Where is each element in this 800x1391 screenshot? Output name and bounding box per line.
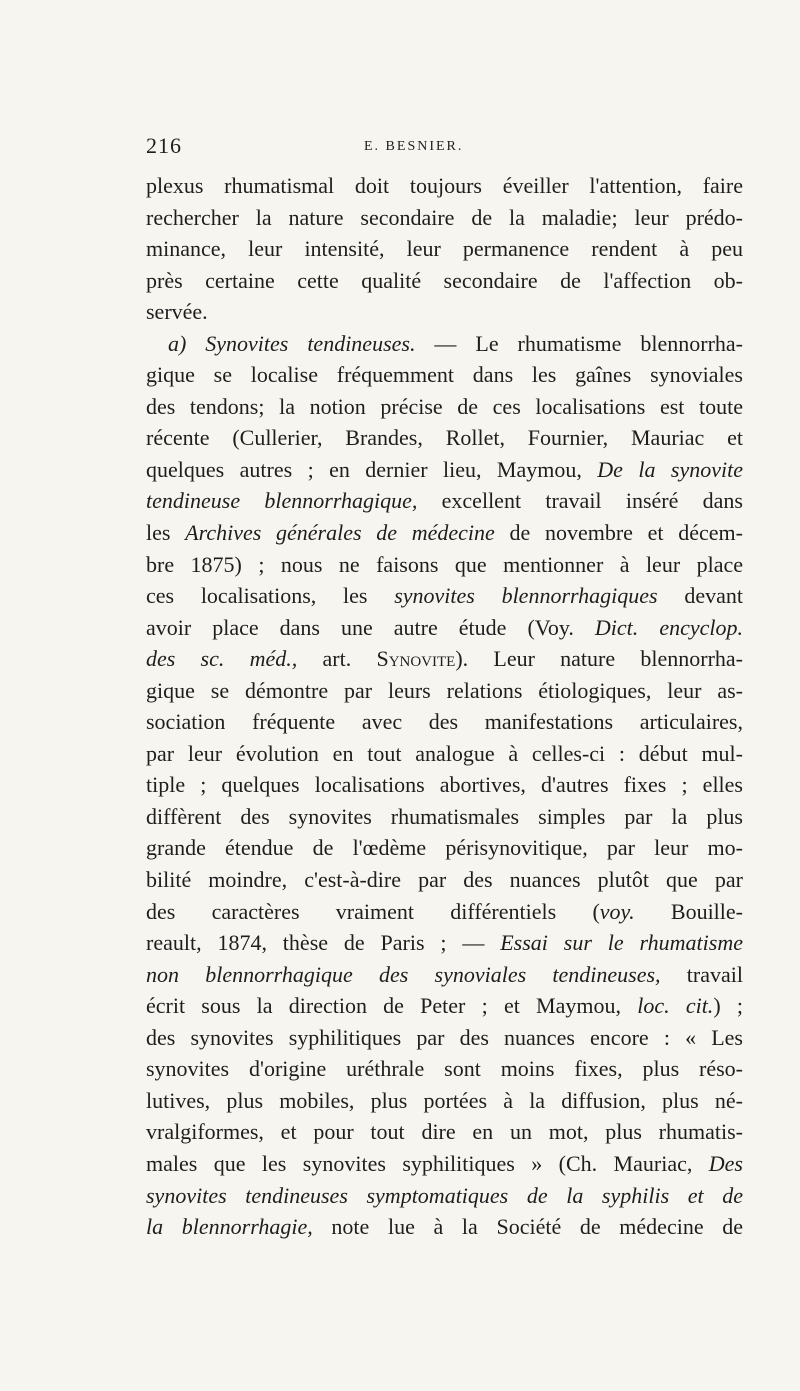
text-line: des tendons; la notion précise de ces localisations est toute: [146, 393, 743, 419]
text-line: les Archives générales de médecine de novembre et décem-: [146, 520, 743, 546]
text-line: males que les synovites syphilitiques » (Ch. Mauriac, Des: [146, 1150, 743, 1176]
text-line: lutives, plus mobiles, plus portées à la diffusion, plus né-: [146, 1087, 743, 1113]
text-line: bilité moindre, c'est-à-dire par des nuances plutôt que par: [146, 867, 743, 893]
text-line: ces localisations, les synovites blennorrhagiques devant: [146, 583, 743, 609]
text-line: tendineuse blennorrhagique, excellent travail inséré dans: [146, 488, 743, 514]
section-heading: a) Synovites tendineuses.: [168, 330, 416, 356]
text-line: grande étendue de l'œdème périsynovitique, par leur mo-: [146, 835, 743, 861]
text-line: quelques autres ; en dernier lieu, Maymou, De la synovite: [146, 456, 743, 482]
text-line: minance, leur intensité, leur permanence rendent à peu: [146, 236, 743, 262]
text-line: bre 1875) ; nous ne faisons que mentionner à leur place: [146, 551, 743, 577]
text-line: vralgiformes, et pour tout dire en un mot, plus rhumatis-: [146, 1119, 743, 1145]
running-head: E. BESNIER.: [364, 139, 464, 154]
text-line: gique se démontre par leurs relations étiologiques, leur as-: [146, 677, 743, 703]
text-line: plexus rhumatismal doit toujours éveiller l'attention, faire: [146, 173, 743, 198]
page-header: [146, 133, 741, 169]
page-number: 216: [146, 133, 182, 158]
body-text: [146, 170, 743, 1243]
text-line: tiple ; quelques localisations abortives, d'autres fixes ; elles: [146, 772, 743, 798]
text-line: rechercher la nature secondaire de la maladie; leur prédo-: [146, 204, 743, 230]
text-line: écrit sous la direction de Peter ; et Maymou, loc. cit.) ;: [146, 993, 743, 1019]
text-line: des synovites syphilitiques par des nuances encore : « Les: [146, 1024, 743, 1050]
text-line: récente (Cullerier, Brandes, Rollet, Fournier, Mauriac et: [146, 425, 743, 451]
text-line: servée.: [146, 299, 208, 325]
text-line: sociation fréquente avec des manifestations articulaires,: [146, 709, 743, 735]
text-line: des caractères vraiment différentiels (voy. Bouille-: [146, 898, 743, 924]
section-heading-line: a) Synovites tendineuses. — Le rhumatisme blennorrha-: [168, 330, 743, 356]
text-line: des sc. méd., art. Synovite). Leur nature blennorrha-: [146, 646, 743, 672]
text-line: synovites tendineuses symptomatiques de la syphilis et de: [146, 1182, 743, 1208]
text-line: diffèrent des synovites rhumatismales simples par la plus: [146, 803, 743, 829]
text-line: par leur évolution en tout analogue à celles-ci : début mul-: [146, 740, 743, 766]
text-line: avoir place dans une autre étude (Voy. Dict. encyclop.: [146, 614, 743, 640]
text-line: non blennorrhagique des synoviales tendineuses, travail: [146, 961, 743, 987]
text-line: reault, 1874, thèse de Paris ; — Essai sur le rhumatisme: [146, 930, 743, 956]
text-line: la blennorrhagie, note lue à la Société de médecine de: [146, 1214, 743, 1240]
text-line: près certaine cette qualité secondaire de l'affection ob-: [146, 267, 743, 293]
text-line: synovites d'origine uréthrale sont moins fixes, plus réso-: [146, 1056, 743, 1082]
text-line: gique se localise fréquemment dans les gaînes synoviales: [146, 362, 743, 388]
